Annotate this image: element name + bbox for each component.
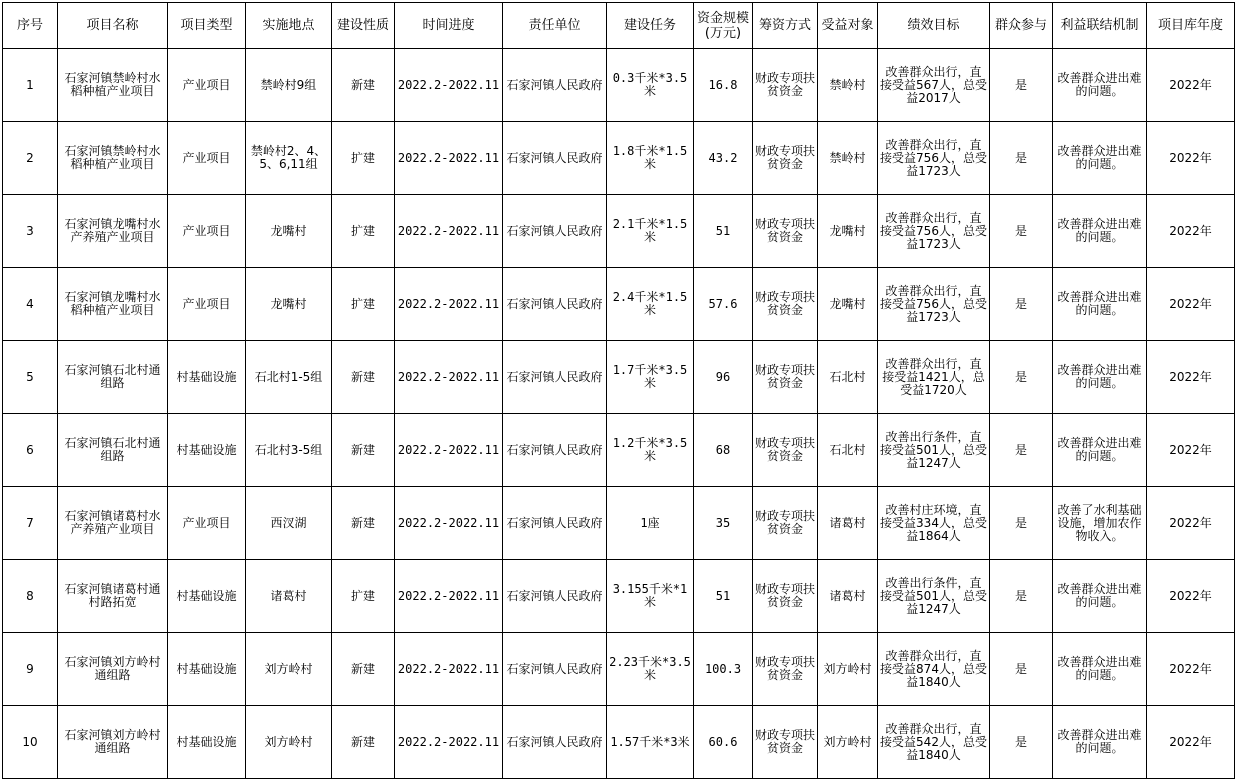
cell-target[interactable]: 改善村庄环境，直接受益334人，总受益1864人 [878,487,990,560]
cell-schedule[interactable]: 2022.2-2022.11 [395,706,503,779]
cell-type[interactable]: 产业项目 [168,122,246,195]
cell-funding[interactable]: 68 [694,414,753,487]
cell-unit[interactable]: 石家河镇人民政府 [503,268,607,341]
cell-target[interactable]: 改善群众出行，直接受益542人，总受益1840人 [878,706,990,779]
cell-index[interactable]: 10 [3,706,58,779]
cell-task[interactable]: 2.4千米*1.5米 [607,268,694,341]
cell-task[interactable]: 1.8千米*1.5米 [607,122,694,195]
table-row [3,341,1235,414]
cell-year[interactable]: 2022年 [1147,195,1235,268]
cell-beneficiary[interactable]: 诸葛村 [818,560,878,633]
header-cell-location[interactable]: 实施地点 [246,3,332,49]
cell-funding[interactable]: 51 [694,195,753,268]
cell-nature[interactable]: 新建 [332,341,395,414]
cell-location[interactable]: 刘方岭村 [246,633,332,706]
cell-funding[interactable]: 60.6 [694,706,753,779]
cell-participation[interactable]: 是 [990,268,1053,341]
cell-target[interactable]: 改善群众出行，直接受益756人，总受益1723人 [878,122,990,195]
header-cell-funding[interactable]: 资金规模(万元) [694,3,753,49]
cell-unit[interactable]: 石家河镇人民政府 [503,195,607,268]
cell-location[interactable]: 西汊湖 [246,487,332,560]
cell-nature[interactable]: 扩建 [332,268,395,341]
cell-funding[interactable]: 96 [694,341,753,414]
cell-type[interactable]: 村基础设施 [168,706,246,779]
cell-mechanism[interactable]: 改善群众进出难的问题。 [1053,560,1147,633]
cell-funding[interactable]: 57.6 [694,268,753,341]
cell-target[interactable]: 改善群众出行，直接受益756人，总受益1723人 [878,195,990,268]
cell-name[interactable]: 石家河镇禁岭村水稻种植产业项目 [58,49,168,122]
cell-schedule[interactable]: 2022.2-2022.11 [395,341,503,414]
cell-target[interactable]: 改善群众出行，直接受益1421人，总受益1720人 [878,341,990,414]
cell-year[interactable]: 2022年 [1147,268,1235,341]
cell-mechanism[interactable]: 改善群众进出难的问题。 [1053,414,1147,487]
cell-location[interactable]: 诸葛村 [246,560,332,633]
cell-funding[interactable]: 43.2 [694,122,753,195]
header-cell-index[interactable]: 序号 [3,3,58,49]
header-cell-beneficiary[interactable]: 受益对象 [818,3,878,49]
cell-schedule[interactable]: 2022.2-2022.11 [395,268,503,341]
cell-location[interactable]: 龙嘴村 [246,195,332,268]
cell-unit[interactable]: 石家河镇人民政府 [503,633,607,706]
cell-year[interactable]: 2022年 [1147,560,1235,633]
cell-type[interactable]: 村基础设施 [168,414,246,487]
cell-location[interactable]: 石北村1-5组 [246,341,332,414]
cell-participation[interactable]: 是 [990,633,1053,706]
cell-unit[interactable]: 石家河镇人民政府 [503,122,607,195]
cell-task[interactable]: 2.23千米*3.5米 [607,633,694,706]
spreadsheet [2,2,1234,778]
cell-index[interactable]: 8 [3,560,58,633]
cell-year[interactable]: 2022年 [1147,414,1235,487]
cell-task[interactable]: 0.3千米*3.5米 [607,49,694,122]
header-cell-schedule[interactable]: 时间进度 [395,3,503,49]
cell-beneficiary[interactable]: 龙嘴村 [818,195,878,268]
cell-index[interactable]: 1 [3,49,58,122]
cell-name[interactable]: 石家河镇禁岭村水稻种植产业项目 [58,122,168,195]
cell-nature[interactable]: 新建 [332,414,395,487]
cell-type[interactable]: 村基础设施 [168,633,246,706]
cell-schedule[interactable]: 2022.2-2022.11 [395,122,503,195]
cell-year[interactable]: 2022年 [1147,49,1235,122]
cell-nature[interactable]: 新建 [332,49,395,122]
cell-year[interactable]: 2022年 [1147,706,1235,779]
cell-target[interactable]: 改善群众出行，直接受益567人，总受益2017人 [878,49,990,122]
cell-task[interactable]: 2.1千米*1.5米 [607,195,694,268]
cell-year[interactable]: 2022年 [1147,341,1235,414]
cell-index[interactable]: 4 [3,268,58,341]
cell-target[interactable]: 改善出行条件，直接受益501人，总受益1247人 [878,560,990,633]
cell-beneficiary[interactable]: 石北村 [818,414,878,487]
cell-unit[interactable]: 石家河镇人民政府 [503,487,607,560]
cell-beneficiary[interactable]: 刘方岭村 [818,633,878,706]
cell-unit[interactable]: 石家河镇人民政府 [503,49,607,122]
cell-beneficiary[interactable]: 禁岭村 [818,122,878,195]
cell-beneficiary[interactable]: 诸葛村 [818,487,878,560]
cell-type[interactable]: 产业项目 [168,49,246,122]
cell-target[interactable]: 改善群众出行，直接受益874人，总受益1840人 [878,633,990,706]
cell-participation[interactable]: 是 [990,195,1053,268]
cell-source[interactable]: 财政专项扶贫资金 [753,560,818,633]
cell-index[interactable]: 7 [3,487,58,560]
cell-location[interactable]: 禁岭村2、4、5、6,11组 [246,122,332,195]
cell-funding[interactable]: 100.3 [694,633,753,706]
cell-type[interactable]: 村基础设施 [168,560,246,633]
table-row [3,414,1235,487]
header-cell-mechanism[interactable]: 利益联结机制 [1053,3,1147,49]
cell-schedule[interactable]: 2022.2-2022.11 [395,195,503,268]
cell-source[interactable]: 财政专项扶贫资金 [753,414,818,487]
header-cell-participation[interactable]: 群众参与 [990,3,1053,49]
cell-type[interactable]: 产业项目 [168,195,246,268]
cell-year[interactable]: 2022年 [1147,122,1235,195]
cell-nature[interactable]: 新建 [332,487,395,560]
cell-mechanism[interactable]: 改善群众进出难的问题。 [1053,633,1147,706]
cell-source[interactable]: 财政专项扶贫资金 [753,706,818,779]
cell-name[interactable]: 石家河镇刘方岭村通组路 [58,633,168,706]
cell-source[interactable]: 财政专项扶贫资金 [753,195,818,268]
cell-name[interactable]: 石家河镇石北村通组路 [58,341,168,414]
cell-participation[interactable]: 是 [990,49,1053,122]
table-row [3,195,1235,268]
cell-unit[interactable]: 石家河镇人民政府 [503,560,607,633]
cell-location[interactable]: 龙嘴村 [246,268,332,341]
cell-index[interactable]: 6 [3,414,58,487]
cell-year[interactable]: 2022年 [1147,487,1235,560]
cell-unit[interactable]: 石家河镇人民政府 [503,414,607,487]
cell-participation[interactable]: 是 [990,560,1053,633]
cell-index[interactable]: 2 [3,122,58,195]
cell-schedule[interactable]: 2022.2-2022.11 [395,49,503,122]
cell-type[interactable]: 产业项目 [168,487,246,560]
cell-source[interactable]: 财政专项扶贫资金 [753,49,818,122]
cell-mechanism[interactable]: 改善了水利基础设施，增加农作物收入。 [1053,487,1147,560]
cell-nature[interactable]: 扩建 [332,195,395,268]
cell-target[interactable]: 改善出行条件，直接受益501人，总受益1247人 [878,414,990,487]
table-row [3,49,1235,122]
table-row [3,706,1235,779]
cell-source[interactable]: 财政专项扶贫资金 [753,268,818,341]
cell-schedule[interactable]: 2022.2-2022.11 [395,487,503,560]
cell-type[interactable]: 村基础设施 [168,341,246,414]
cell-participation[interactable]: 是 [990,706,1053,779]
header-cell-unit[interactable]: 责任单位 [503,3,607,49]
table-row [3,122,1235,195]
cell-task[interactable]: 1.2千米*3.5米 [607,414,694,487]
cell-funding[interactable]: 16.8 [694,49,753,122]
header-cell-source[interactable]: 筹资方式 [753,3,818,49]
cell-participation[interactable]: 是 [990,122,1053,195]
cell-mechanism[interactable]: 改善群众进出难的问题。 [1053,341,1147,414]
cell-mechanism[interactable]: 改善群众进出难的问题。 [1053,195,1147,268]
cell-schedule[interactable]: 2022.2-2022.11 [395,414,503,487]
cell-mechanism[interactable]: 改善群众进出难的问题。 [1053,122,1147,195]
table-row [3,268,1235,341]
cell-task[interactable]: 1.7千米*3.5米 [607,341,694,414]
cell-year[interactable]: 2022年 [1147,633,1235,706]
cell-name[interactable]: 石家河镇诸葛村水产养殖产业项目 [58,487,168,560]
cell-schedule[interactable]: 2022.2-2022.11 [395,633,503,706]
cell-nature[interactable]: 扩建 [332,122,395,195]
cell-task[interactable]: 1.57千米*3米 [607,706,694,779]
cell-name[interactable]: 石家河镇诸葛村通村路拓宽 [58,560,168,633]
header-row [3,3,1235,49]
cell-funding[interactable]: 35 [694,487,753,560]
cell-participation[interactable]: 是 [990,414,1053,487]
cell-mechanism[interactable]: 改善群众进出难的问题。 [1053,706,1147,779]
cell-location[interactable]: 禁岭村9组 [246,49,332,122]
cell-task[interactable]: 3.155千米*1米 [607,560,694,633]
cell-nature[interactable]: 新建 [332,633,395,706]
cell-location[interactable]: 刘方岭村 [246,706,332,779]
cell-name[interactable]: 石家河镇石北村通组路 [58,414,168,487]
project-table [2,2,1235,779]
cell-index[interactable]: 5 [3,341,58,414]
cell-mechanism[interactable]: 改善群众进出难的问题。 [1053,49,1147,122]
cell-index[interactable]: 3 [3,195,58,268]
cell-type[interactable]: 产业项目 [168,268,246,341]
cell-name[interactable]: 石家河镇龙嘴村水产养殖产业项目 [58,195,168,268]
header-cell-task[interactable]: 建设任务 [607,3,694,49]
header-cell-nature[interactable]: 建设性质 [332,3,395,49]
cell-participation[interactable]: 是 [990,487,1053,560]
cell-beneficiary[interactable]: 石北村 [818,341,878,414]
cell-beneficiary[interactable]: 刘方岭村 [818,706,878,779]
cell-nature[interactable]: 扩建 [332,560,395,633]
header-cell-target[interactable]: 绩效目标 [878,3,990,49]
cell-nature[interactable]: 新建 [332,706,395,779]
cell-name[interactable]: 石家河镇刘方岭村通组路 [58,706,168,779]
table-row [3,633,1235,706]
cell-source[interactable]: 财政专项扶贫资金 [753,122,818,195]
cell-mechanism[interactable]: 改善群众进出难的问题。 [1053,268,1147,341]
cell-source[interactable]: 财政专项扶贫资金 [753,341,818,414]
cell-unit[interactable]: 石家河镇人民政府 [503,706,607,779]
cell-schedule[interactable]: 2022.2-2022.11 [395,560,503,633]
cell-source[interactable]: 财政专项扶贫资金 [753,633,818,706]
cell-target[interactable]: 改善群众出行，直接受益756人，总受益1723人 [878,268,990,341]
header-cell-type[interactable]: 项目类型 [168,3,246,49]
cell-location[interactable]: 石北村3-5组 [246,414,332,487]
table-row [3,487,1235,560]
table-row [3,560,1235,633]
cell-participation[interactable]: 是 [990,341,1053,414]
cell-index[interactable]: 9 [3,633,58,706]
cell-source[interactable]: 财政专项扶贫资金 [753,487,818,560]
cell-task[interactable]: 1座 [607,487,694,560]
cell-unit[interactable]: 石家河镇人民政府 [503,341,607,414]
cell-name[interactable]: 石家河镇龙嘴村水稻种植产业项目 [58,268,168,341]
cell-funding[interactable]: 51 [694,560,753,633]
header-cell-year[interactable]: 项目库年度 [1147,3,1235,49]
cell-beneficiary[interactable]: 龙嘴村 [818,268,878,341]
header-cell-name[interactable]: 项目名称 [58,3,168,49]
cell-beneficiary[interactable]: 禁岭村 [818,49,878,122]
